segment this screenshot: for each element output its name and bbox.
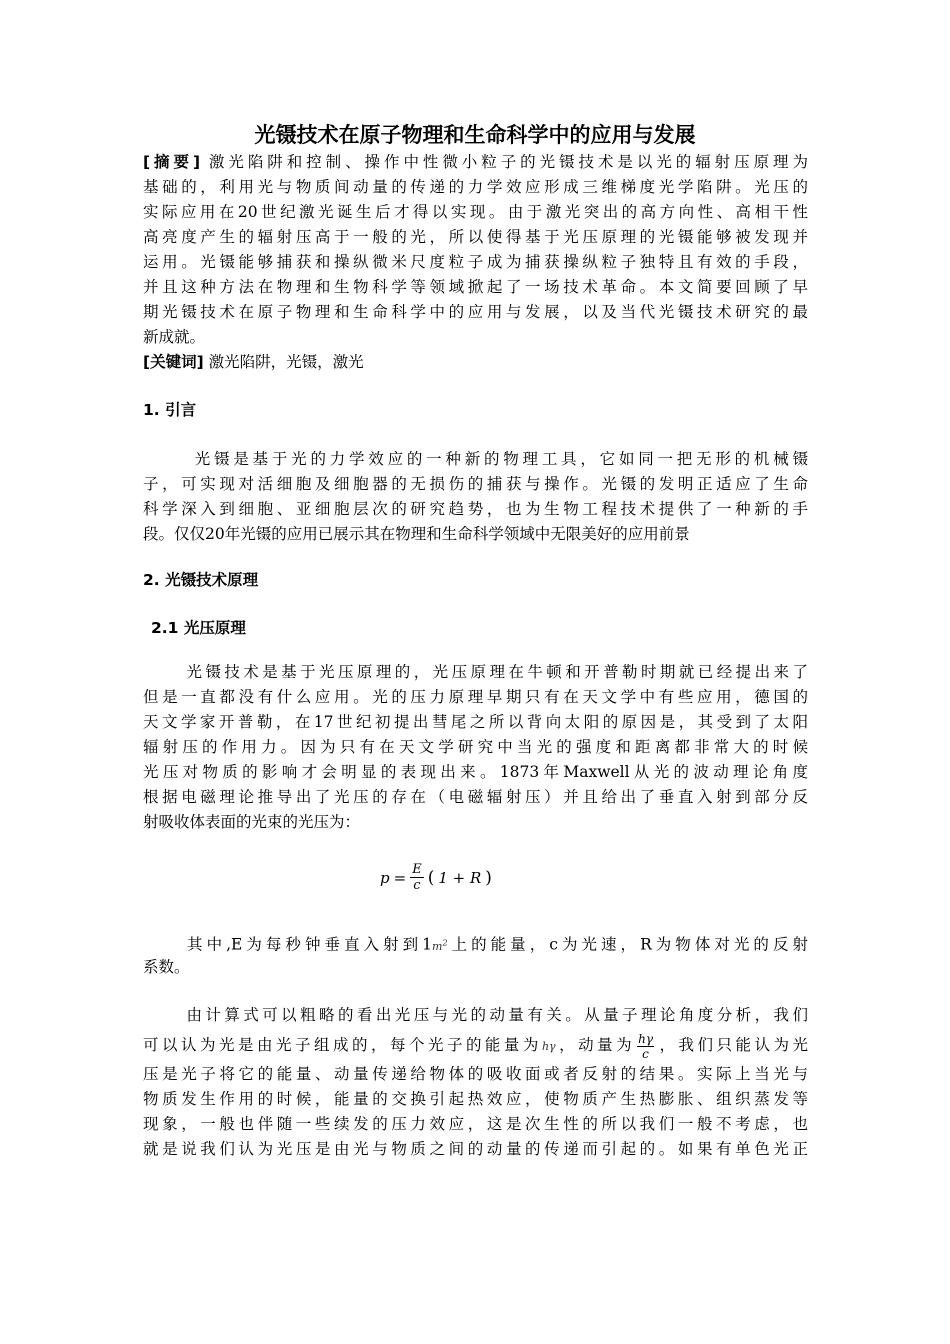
- paragraph-line: 压是光子将它的能量、动量传递给物体的吸收面或者反射的结果。实际上当光与: [143, 1065, 808, 1083]
- paragraph-line: 其中,E为每秒钟垂直入射到$1m^2$上的能量，c为光速，R为物体对光的反射: [183, 935, 808, 954]
- formula-paren-close: ): [485, 867, 492, 888]
- section-1-heading: 1. 引言: [143, 401, 197, 419]
- paragraph-line: 光镊技术是基于光压原理的，光压原理在牛顿和开普勒时期就已经提出来了: [183, 663, 808, 681]
- light-pressure-formula: [380, 862, 492, 893]
- abstract-line: 运用。光镊能够捕获和操纵微米尺度粒子成为捕获操纵粒子独特且有效的手段，: [143, 253, 808, 271]
- keywords-label: [关键词]: [143, 353, 204, 371]
- paragraph-line: 系数。: [143, 958, 190, 976]
- paragraph-line: 段。仅仅20年光镊的应用已展示其在物理和生命科学领域中无限美好的应用前景: [143, 525, 690, 543]
- section-2-1-heading: 2.1 光压原理: [151, 619, 246, 637]
- paragraph-line: 天文学家开普勒，在17世纪初提出彗尾之所以背向太阳的原因是，其受到了太阳: [143, 713, 808, 731]
- formula-numerator: E: [412, 862, 422, 877]
- paragraph-line: 由计算式可以粗略的看出光压与光的动量有关。从量子理论角度分析，我们: [183, 1006, 808, 1024]
- paragraph-line: 可以认为光是由光子组成的，每个光子的能量为hγ，动量为 $\frac{h\gamma}{c}$ ，我们只能认为光: [143, 1031, 808, 1061]
- paragraph-line: 物质发生作用的时候，能量的交换引起热效应，使物质产生热膨胀、组织蒸发等: [143, 1090, 808, 1108]
- abstract-line: 基础的，利用光与物质间动量的传递的力学效应形成三维梯度光学陷阱。光压的: [143, 178, 808, 196]
- formula-equals: =: [393, 868, 407, 887]
- paragraph-line: 射吸收体表面的光束的光压为：: [143, 813, 361, 831]
- paragraph-line: 辐射压的作用力。因为只有在天文学研究中当光的强度和距离都非常大的时候: [143, 738, 808, 756]
- formula-fraction: [410, 862, 424, 893]
- abstract-line: 高亮度产生的辐射压高于一般的光，所以使得基于光压原理的光镊能够被发现并: [143, 228, 808, 246]
- unit-m2: $m^2$: [432, 938, 448, 953]
- section-2-heading: 2. 光镊技术原理: [143, 571, 259, 589]
- section-2-1-para-2: [143, 930, 808, 980]
- paragraph-line: 科学深入到细胞、亚细胞层次的研究趋势，也为生物工程技术提供了一种新的手: [143, 500, 808, 518]
- paragraph-line: 光镊是基于光的力学效应的一种新的物理工具，它如同一把无形的机械镊: [191, 450, 808, 468]
- abstract-block: [143, 150, 808, 375]
- paragraph-line: 光压对物质的影响才会明显的表现出来。1873年Maxwell从光的波动理论角度: [143, 763, 808, 781]
- paragraph-line: 现象，一般也伴随一些续发的压力效应，这是次生性的所以我们一般不考虑，也: [143, 1115, 808, 1133]
- section-2-1-para-1: [143, 660, 808, 835]
- page-title: 光镊技术在原子物理和生命科学中的应用与发展: [254, 123, 696, 147]
- paragraph-line: 但是一直都没有什么应用。光的压力原理早期只有在天文学中有些应用，德国的: [143, 688, 808, 706]
- paragraph-line: 就是说我们认为光压是由光与物质之间的动量的传递而引起的。如果有单色光正: [143, 1140, 808, 1158]
- section-1-body: [143, 447, 808, 547]
- section-2-1-para-3: [143, 1003, 808, 1162]
- abstract-line: 并且这种方法在物理和生物科学等领域掀起了一场技术革命。本文简要回顾了早: [143, 278, 808, 296]
- formula-paren-open: (: [427, 867, 435, 888]
- photon-energy: hγ: [541, 1040, 556, 1053]
- formula-lhs: p: [380, 868, 390, 887]
- paragraph-line: 子，可实现对活细胞及细胞器的无损伤的捕获与操作。光镊的发明正适应了生命: [143, 475, 808, 493]
- abstract-line: 实际应用在20世纪激光诞生后才得以实现。由于激光突出的高方向性、高相干性: [143, 203, 808, 221]
- abstract-line: 期光镊技术在原子物理和生命科学中的应用与发展，以及当代光镊技术研究的最: [143, 303, 808, 321]
- photon-momentum: $\frac{h\gamma}{c}$: [638, 1031, 653, 1061]
- paragraph-line: 根据电磁理论推导出了光压的存在（电磁辐射压）并且给出了垂直入射到部分反: [143, 788, 808, 806]
- abstract-line: [摘要] 激光陷阱和控制、操作中性微小粒子的光镊技术是以光的辐射压原理为: [143, 153, 808, 171]
- formula-denominator: c: [413, 878, 421, 893]
- formula-inner: 1 + R: [438, 868, 482, 887]
- abstract-label: [摘要]: [143, 153, 201, 171]
- abstract-line: 新成就。: [143, 328, 206, 346]
- keywords-text: 激光陷阱，光镊，激光: [203, 353, 364, 371]
- keywords-line: [143, 350, 808, 375]
